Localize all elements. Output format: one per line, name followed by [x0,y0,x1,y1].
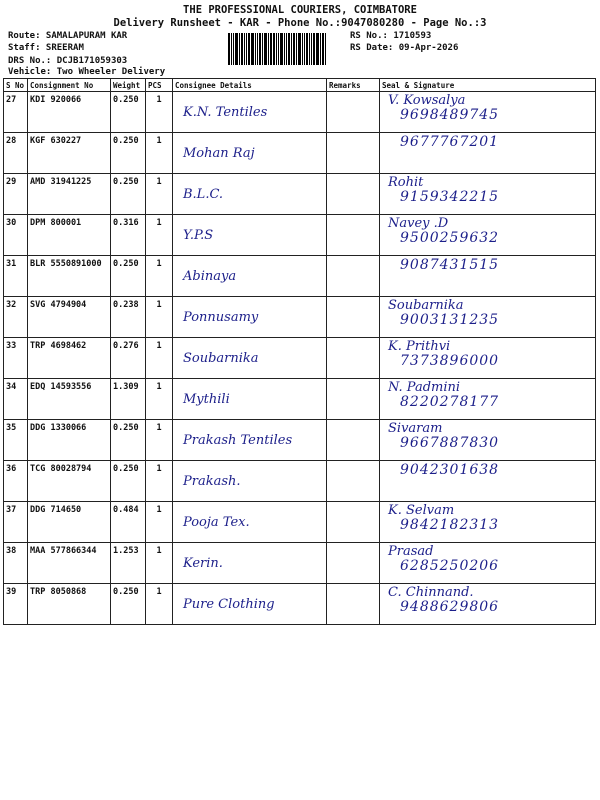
row-consignment: SVG 4794904 [28,297,111,338]
col-sno: S No [4,79,28,92]
row-sno: 31 [4,256,28,297]
barcode-bar [233,33,234,65]
barcode-bar [278,33,279,65]
barcode-bar [325,33,326,65]
row-signature [380,543,596,584]
rs-date: RS Date: 09-Apr-2026 [350,43,459,53]
vehicle-label: Vehicle: Two Wheeler Delivery [8,67,166,77]
signature-name: C. Chinnand. [388,585,474,600]
barcode-bar [246,33,247,65]
row-remarks [327,133,380,174]
row-consignment: DPM 800001 [28,215,111,256]
signature-phone: 8220278177 [400,394,500,411]
table-row [4,543,596,584]
row-weight: 0.250 [111,420,146,461]
signature-phone: 9667887830 [400,435,500,452]
row-sno: 27 [4,92,28,133]
col-consignee: Consignee Details [173,79,327,92]
table-row [4,92,596,133]
signature-name: Soubarnika [388,298,464,313]
row-remarks [327,174,380,215]
row-consignment: TRP 4698462 [28,338,111,379]
row-consignment: MAA 577866344 [28,543,111,584]
barcode-bar [286,33,287,65]
row-pcs: 1 [146,502,173,543]
row-pcs: 1 [146,543,173,584]
row-consignee: Soubarnika [173,338,327,379]
barcode-bar [231,33,232,65]
row-remarks [327,379,380,420]
row-weight: 0.276 [111,338,146,379]
barcode-bar [259,33,261,65]
signature-name: Prasad [388,544,434,559]
signature-phone: 9488629806 [400,599,500,616]
runsheet-table [3,78,596,625]
barcode-bar [316,33,319,65]
signature-name: Sivaram [388,421,443,436]
table-row [4,133,596,174]
row-consignment: AMD 31941225 [28,174,111,215]
barcode-bar [280,33,283,65]
signature-phone: 9677767201 [400,134,500,150]
barcode [228,33,346,65]
table-row [4,461,596,502]
row-consignee: K.N. Tentiles [173,92,327,133]
barcode-bar [306,33,308,65]
row-sno: 38 [4,543,28,584]
row-consignee: Prakash. [173,461,327,502]
row-consignment: KDI 920066 [28,92,111,133]
col-pcs: PCS [146,79,173,92]
barcode-bar [288,33,290,65]
table-row [4,338,596,379]
table-row [4,584,596,625]
row-remarks [327,420,380,461]
signature-phone: 9159342215 [400,189,500,206]
table-header-row [4,79,596,92]
row-remarks [327,256,380,297]
row-signature [380,256,596,297]
row-signature [380,174,596,215]
row-weight: 0.250 [111,174,146,215]
row-consignee: Kerin. [173,543,327,584]
row-pcs: 1 [146,133,173,174]
row-weight: 0.238 [111,297,146,338]
table-row [4,379,596,420]
barcode-bar [255,33,256,65]
barcode-bar [257,33,258,65]
row-remarks [327,584,380,625]
signature-phone: 9042301638 [400,462,500,478]
signature-phone: 9698489745 [400,107,500,124]
row-signature [380,215,596,256]
barcode-bar [276,33,277,65]
row-remarks [327,297,380,338]
row-remarks [327,215,380,256]
barcode-bar [311,33,312,65]
row-pcs: 1 [146,297,173,338]
row-consignment: EDQ 14593556 [28,379,111,420]
row-pcs: 1 [146,174,173,215]
row-consignee: Pooja Tex. [173,502,327,543]
row-weight: 0.250 [111,584,146,625]
row-consignment: KGF 630227 [28,133,111,174]
row-sno: 39 [4,584,28,625]
row-remarks [327,461,380,502]
company-title: THE PROFESSIONAL COURIERS, COIMBATORE [183,4,417,16]
row-sno: 36 [4,461,28,502]
rs-number: RS No.: 1710593 [350,31,432,41]
table-row [4,256,596,297]
row-consignee: B.L.C. [173,174,327,215]
barcode-bar [304,33,305,65]
row-sno: 28 [4,133,28,174]
signature-phone: 9500259632 [400,230,500,247]
signature-name: N. Padmini [388,380,461,395]
barcode-bar [302,33,303,65]
barcode-bar [235,33,238,65]
signature-name: K. Prithvi [388,339,451,354]
row-pcs: 1 [146,584,173,625]
row-consignment: DDG 714650 [28,502,111,543]
table-row [4,502,596,543]
barcode-bar [273,33,275,65]
signature-name: V. Kowsalya [388,93,466,108]
barcode-bar [270,33,272,65]
barcode-bar [268,33,269,65]
signature-name: K. Selvam [388,503,455,518]
row-sno: 30 [4,215,28,256]
row-pcs: 1 [146,92,173,133]
row-consignee: Prakash Tentiles [173,420,327,461]
barcode-bar [309,33,310,65]
row-consignment: TCG 80028794 [28,461,111,502]
barcode-bar [296,33,297,65]
row-remarks [327,502,380,543]
row-pcs: 1 [146,379,173,420]
signature-name: Rohit [388,175,424,190]
col-seal: Seal & Signature [380,79,596,92]
row-sno: 34 [4,379,28,420]
row-signature [380,584,596,625]
row-remarks [327,92,380,133]
row-consignee: Ponnusamy [173,297,327,338]
signature-name: Navey .D [388,216,449,231]
row-signature [380,133,596,174]
row-weight: 1.309 [111,379,146,420]
signature-phone: 9003131235 [400,312,500,329]
barcode-bar [244,33,245,65]
row-weight: 0.250 [111,92,146,133]
row-consignment: TRP 8050868 [28,584,111,625]
barcode-bar [239,33,240,65]
barcode-bar [228,33,230,65]
row-pcs: 1 [146,256,173,297]
row-signature [380,502,596,543]
signature-phone: 9842182313 [400,517,500,534]
row-signature [380,420,596,461]
row-weight: 0.250 [111,256,146,297]
barcode-bar [291,33,292,65]
barcode-bar [298,33,301,65]
barcode-bar [264,33,267,65]
row-sno: 32 [4,297,28,338]
row-consignment: BLR 5550891000 [28,256,111,297]
barcode-bar [293,33,295,65]
row-weight: 1.253 [111,543,146,584]
table-row [4,420,596,461]
row-consignee: Mythili [173,379,327,420]
row-remarks [327,543,380,584]
table-row [4,297,596,338]
row-consignee: Pure Clothing [173,584,327,625]
row-signature [380,461,596,502]
drs-label: DRS No.: DCJB171059303 [8,56,128,66]
row-weight: 0.484 [111,502,146,543]
barcode-bar [322,33,324,65]
row-consignee: Y.P.S [173,215,327,256]
row-pcs: 1 [146,461,173,502]
col-weight: Weight [111,79,146,92]
col-remarks: Remarks [327,79,380,92]
row-signature [380,297,596,338]
row-sno: 29 [4,174,28,215]
barcode-bar [284,33,285,65]
barcode-bar [262,33,263,65]
row-weight: 0.250 [111,133,146,174]
row-signature [380,92,596,133]
route-label: Route: SAMALAPURAM KAR [8,31,128,41]
row-consignment: DDG 1330066 [28,420,111,461]
signature-phone: 7373896000 [400,353,500,370]
table-row [4,215,596,256]
row-sno: 35 [4,420,28,461]
barcode-bar [320,33,321,65]
row-weight: 0.316 [111,215,146,256]
row-consignee: Abinaya [173,256,327,297]
table-row [4,174,596,215]
row-sno: 37 [4,502,28,543]
row-weight: 0.250 [111,461,146,502]
row-remarks [327,338,380,379]
signature-phone: 9087431515 [400,257,500,273]
row-pcs: 1 [146,215,173,256]
row-pcs: 1 [146,420,173,461]
row-signature [380,379,596,420]
row-pcs: 1 [146,338,173,379]
runsheet-title: Delivery Runsheet - KAR - Phone No.:9047080280 - Page No.:3 [113,17,487,29]
barcode-bar [248,33,250,65]
row-consignee: Mohan Raj [173,133,327,174]
row-signature [380,338,596,379]
barcode-bar [241,33,243,65]
row-sno: 33 [4,338,28,379]
barcode-bar [251,33,254,65]
signature-phone: 6285250206 [400,558,500,575]
barcode-bar [313,33,315,65]
col-consignment: Consignment No [28,79,111,92]
staff-label: Staff: SREERAM [8,43,84,53]
